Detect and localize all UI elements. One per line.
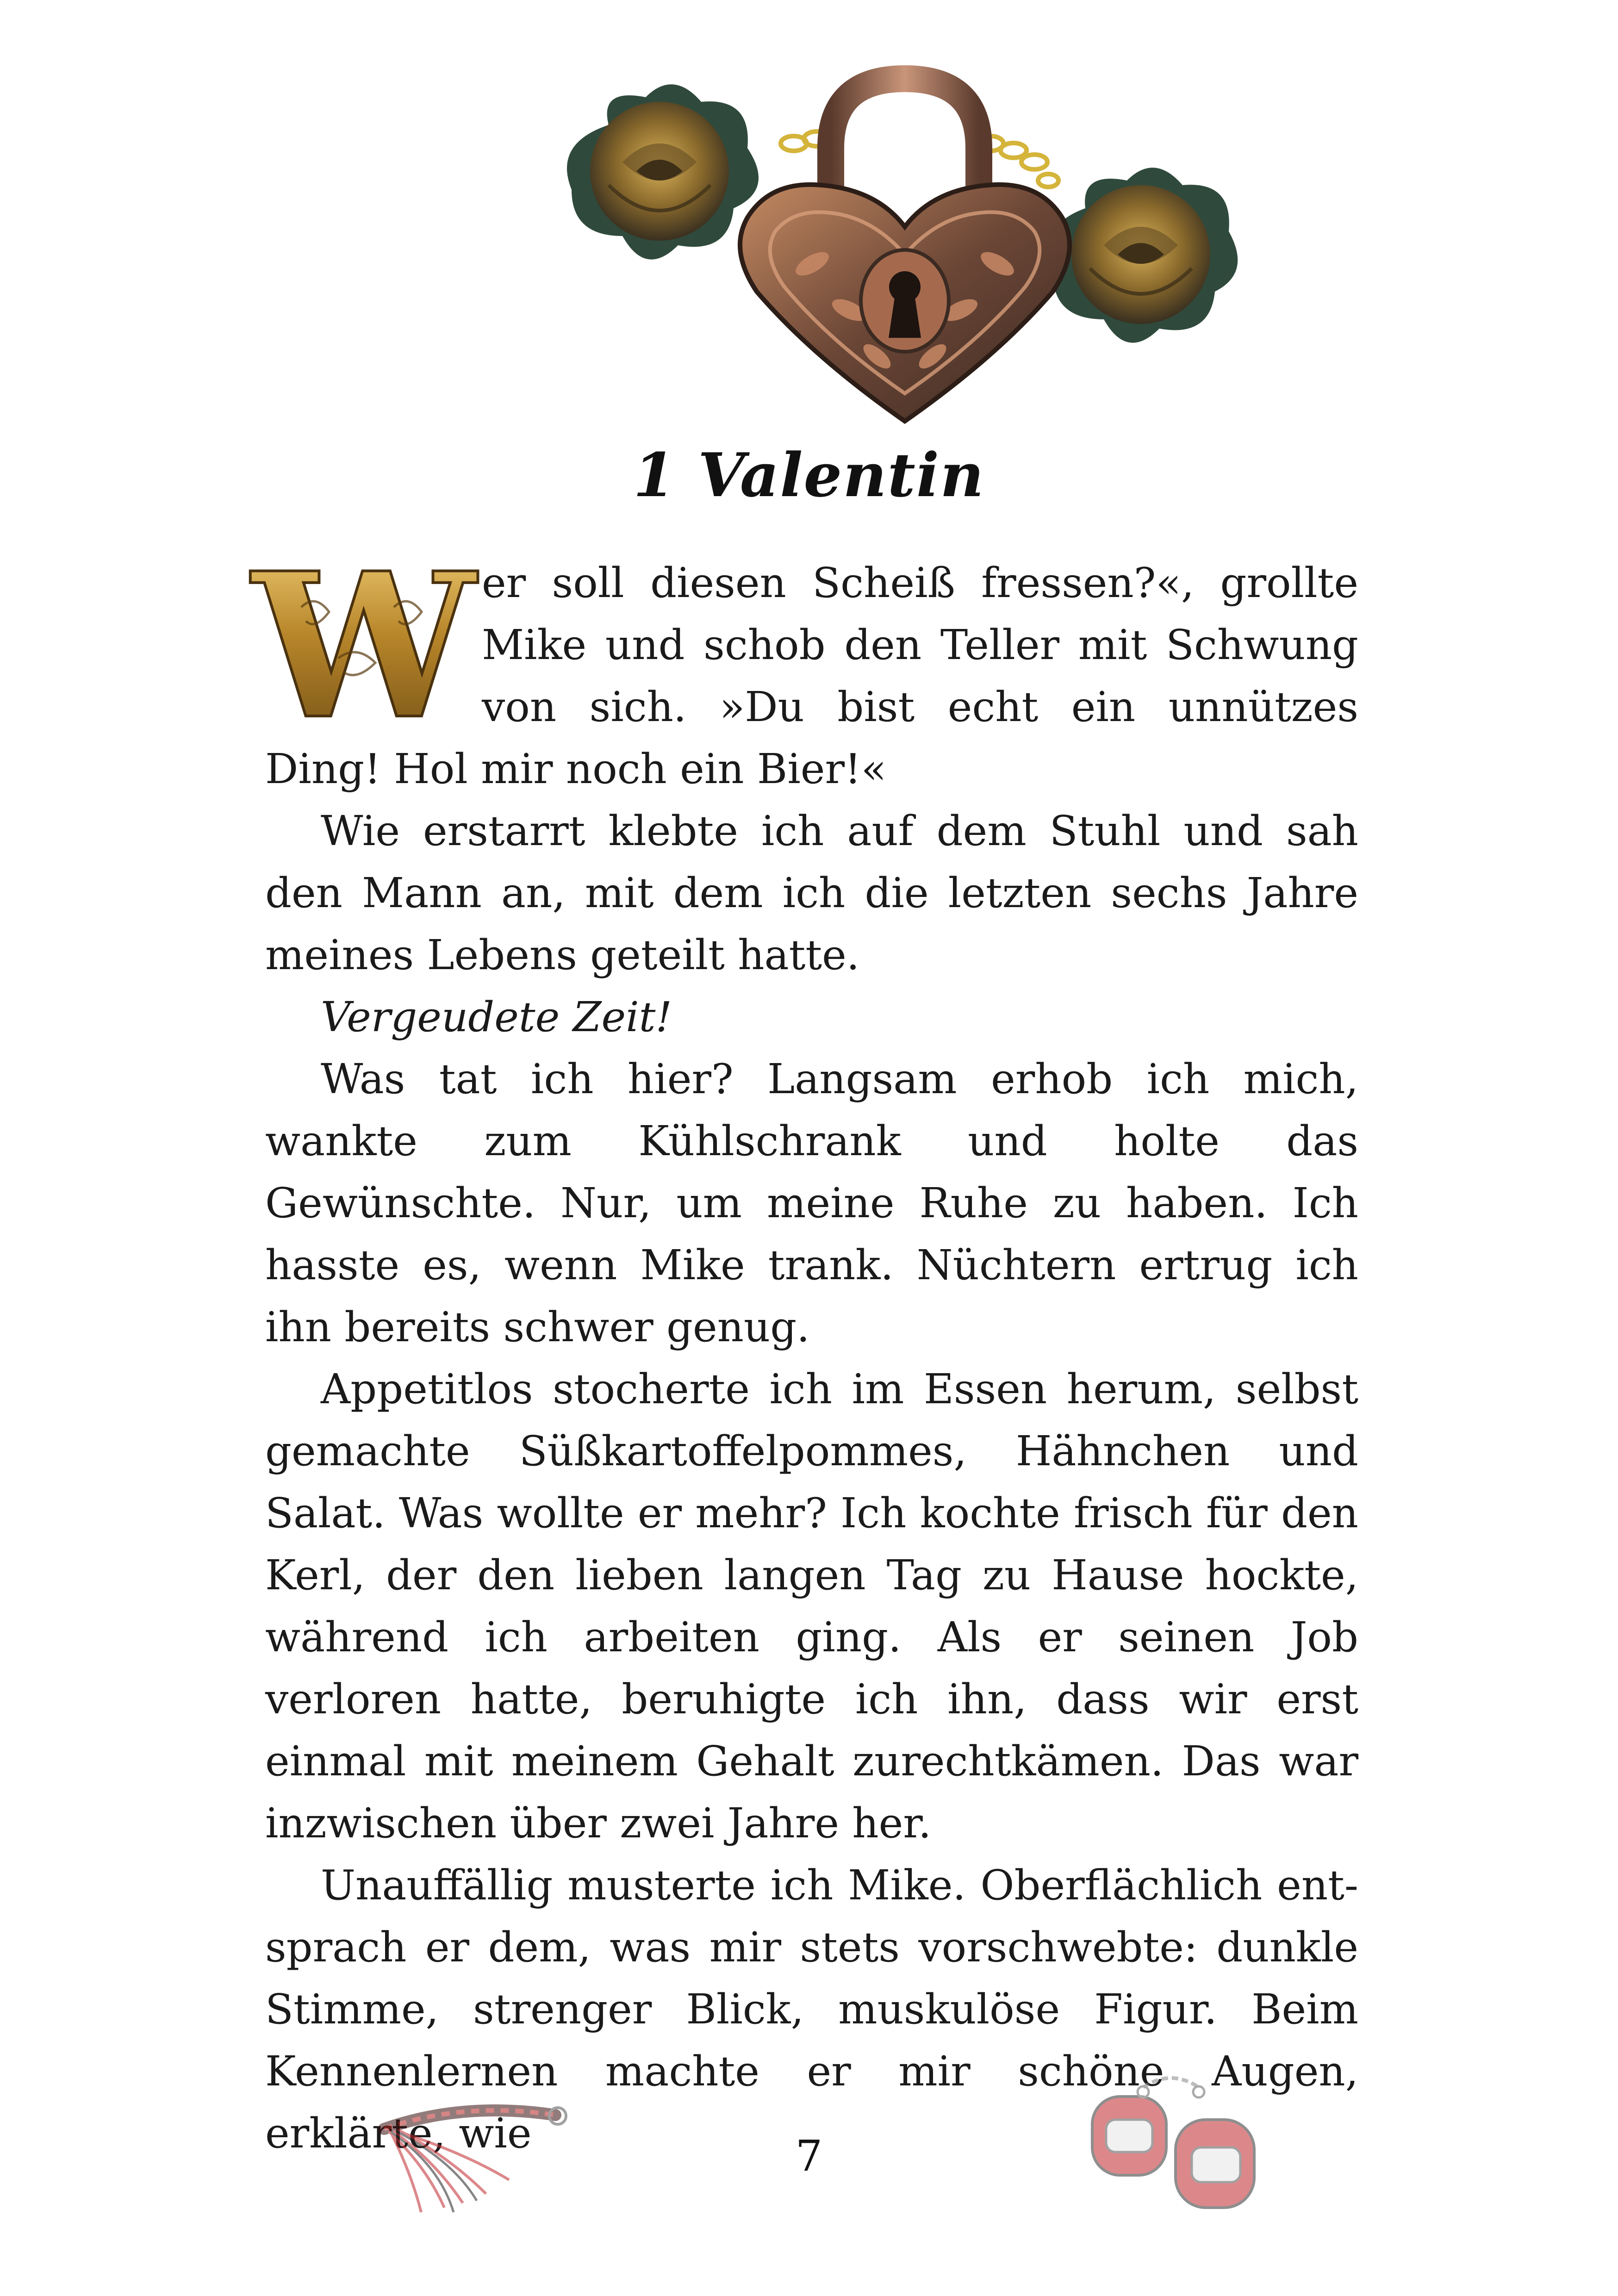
paragraph: Was tat ich hier? Langsam erhob ich mich, wankte zum Kühlschrank und holte das Gewünschte. Nur, um meine Ruhe zu haben. Ich hasste es, wenn Mike trank. Nüchtern ertrug ich ihn bereits schwer genug. [265, 1055, 1358, 1351]
page-number: 7 [795, 2131, 823, 2181]
heart-padlock-icon [740, 79, 1070, 421]
header-ornament [553, 69, 1252, 435]
paragraph: Wie erstarrt klebte ich auf dem Stuhl und sah den Mann an, mit dem ich die letzten sechs Jahre meines Lebens geteilt hatte. [265, 807, 1358, 979]
paragraph: Appetitlos stocherte ich im Essen herum, selbst gemachte Süßkartoffelpommes, Hähnchen und Salat. Was wollte er mehr? Ich kochte frisch für den Kerl, der den lieben langen Tag zu Hause hockte, während ich arbeiten ging. Als er seinen Job verloren hatte, beruhigte ich ihn, dass wir erst einmal mit meinem Gehalt zurechtkämen. Das war inzwischen über zwei Jahre her. [265, 1365, 1358, 1847]
handcuffs-icon [1083, 2069, 1263, 2221]
rose-icon [567, 84, 759, 259]
rose-icon [1048, 168, 1238, 342]
dropcap-letter-w [252, 529, 476, 763]
paragraph: Unauffällig musterte ich Mike. Oberflächlich entsprach er dem, was mir stets vorschwebte: dunkle Stimme, strenger Blick, muskulöse Figur. Beim Kennenlernen machte er mir schöne Augen, erklärte, wie [265, 1861, 1358, 2157]
paragraph: er soll diesen Scheiß fressen?«, grollte Mike und schob den Teller mit Schwung von sich. »Du bist echt ein unnützes Ding! Hol mir noch ein Bier!« [265, 559, 1358, 793]
svg-text:W: W [252, 529, 476, 763]
chapter-title: 1 Valentin [633, 440, 985, 510]
body-text [252, 529, 1358, 2164]
dropcap [252, 529, 476, 763]
paragraph: Vergeudete Zeit! [321, 993, 672, 1041]
